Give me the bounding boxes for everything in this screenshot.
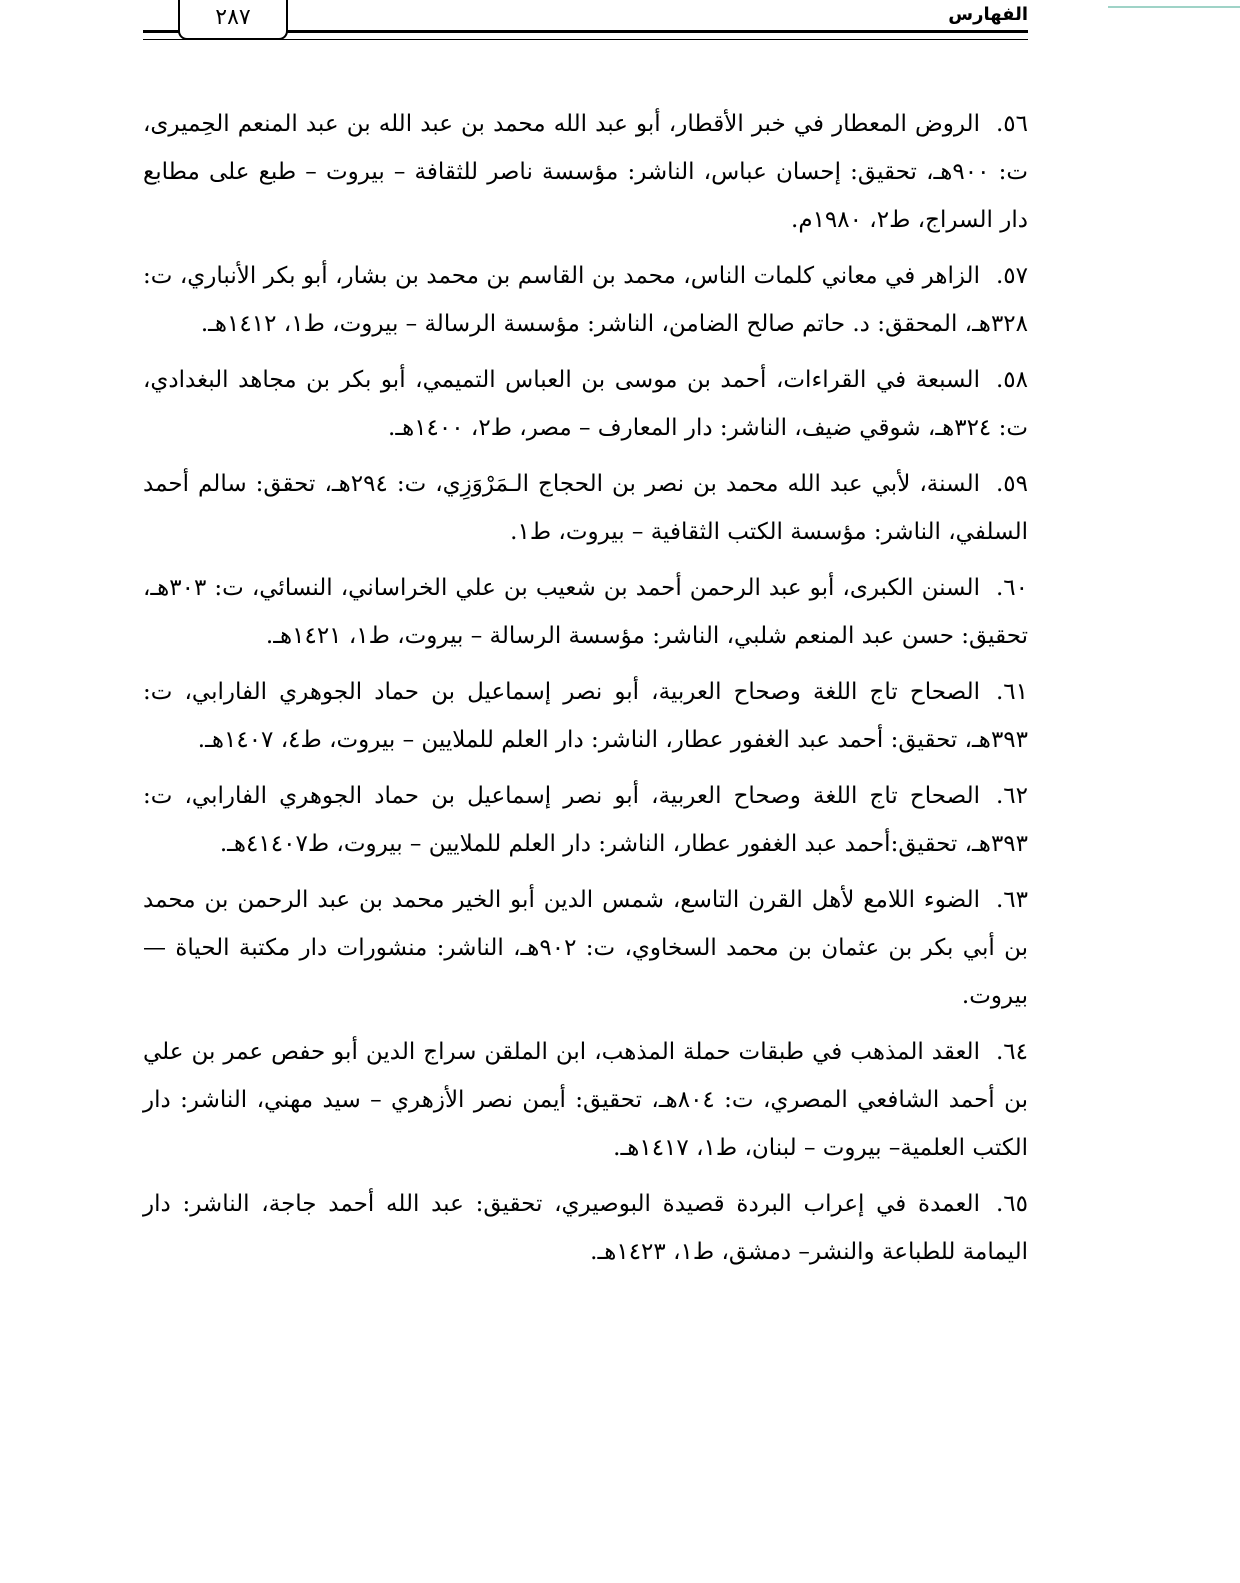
bibliography-entry <box>143 876 1028 1020</box>
entry-text: السنة، لأبي عبد الله محمد بن نصر بن الحجاج الـمَرْوَزِي، ت: ٢٩٤هـ، تحقق: سالم أحمد السلفي، الناشر: مؤسسة الكتب الثقافية – بيروت، ط١. <box>143 471 1028 545</box>
entry-number: ٦٥. <box>995 1191 1028 1217</box>
entry-text: العقد المذهب في طبقات حملة المذهب، ابن الملقن سراج الدين أبو حفص عمر بن علي بن أحمد الشافعي المصري، ت: ٨٠٤هـ، تحقيق: أيمن نصر الأزهري – سيد مهني، الناشر: دار الكتب العلمية– بيروت – لبنان، ط١، ١٤١٧هـ. <box>143 1039 1028 1161</box>
entry-number: ٥٩. <box>995 471 1028 497</box>
entry-text: الروض المعطار في خبر الأقطار، أبو عبد الله محمد بن عبد الله بن عبد المنعم الحِميرى، ت: ٩٠٠هـ، تحقيق: إحسان عباس، الناشر: مؤسسة ناصر للثقافة – بيروت – طبع على مطابع دار السراج، ط٢، ١٩٨٠م. <box>143 111 1028 233</box>
section-title: الفهارس <box>948 4 1028 25</box>
entry-text: الصحاح تاج اللغة وصحاح العربية، أبو نصر إسماعيل بن حماد الجوهري الفارابي، ت: ٣٩٣هـ، تحقيق:أحمد عبد الغفور عطار، الناشر: دار العلم للملايين – بيروت، ط٤١٤٠٧هـ. <box>143 783 1028 857</box>
bibliography-entry <box>143 460 1028 556</box>
bibliography-entry <box>143 772 1028 868</box>
corner-accent-line <box>1108 6 1240 8</box>
entry-text: السنن الكبرى، أبو عبد الرحمن أحمد بن شعيب بن علي الخراساني، النسائي، ت: ٣٠٣هـ، تحقيق: حسن عبد المنعم شلبي، الناشر: مؤسسة الرسالة – بيروت، ط١، ١٤٢١هـ. <box>143 575 1028 649</box>
entry-text: الضوء اللامع لأهل القرن التاسع، شمس الدين أبو الخير محمد بن عبد الرحمن بن محمد بن أبي بكر بن عثمان بن محمد السخاوي، ت: ٩٠٢هـ، الناشر: منشورات دار مكتبة الحياة — بيروت. <box>143 887 1028 1009</box>
entry-number: ٥٨. <box>995 367 1028 393</box>
entry-number: ٦٤. <box>995 1039 1028 1065</box>
page-header <box>143 0 1028 44</box>
entry-number: ٥٦. <box>995 111 1028 137</box>
page-number: ٢٨٧ <box>178 0 288 40</box>
entry-number: ٦١. <box>995 679 1028 705</box>
bibliography-entry <box>143 356 1028 452</box>
bibliography-entry <box>143 100 1028 244</box>
bibliography-entry <box>143 668 1028 764</box>
entry-text: السبعة في القراءات، أحمد بن موسى بن العباس التميمي، أبو بكر بن مجاهد البغدادي، ت: ٣٢٤هـ، شوقي ضيف، الناشر: دار المعارف – مصر، ط٢، ١٤٠٠هـ. <box>143 367 1028 441</box>
entry-number: ٦٢. <box>995 783 1028 809</box>
entry-text: الصحاح تاج اللغة وصحاح العربية، أبو نصر إسماعيل بن حماد الجوهري الفارابي، ت: ٣٩٣هـ، تحقيق: أحمد عبد الغفور عطار، الناشر: دار العلم للملايين – بيروت، ط٤، ١٤٠٧هـ. <box>143 679 1028 753</box>
entry-text: الزاهر في معاني كلمات الناس، محمد بن القاسم بن محمد بن بشار، أبو بكر الأنباري، ت: ٣٢٨هـ، المحقق: د. حاتم صالح الضامن، الناشر: مؤسسة الرسالة – بيروت، ط١، ١٤١٢هـ. <box>143 263 1028 337</box>
entry-number: ٦٠. <box>995 575 1028 601</box>
bibliography-entry <box>143 1028 1028 1172</box>
bibliography-entry <box>143 564 1028 660</box>
entry-number: ٦٣. <box>995 887 1028 913</box>
bibliography-list <box>143 100 1028 1284</box>
entry-number: ٥٧. <box>995 263 1028 289</box>
bibliography-entry <box>143 1180 1028 1276</box>
bibliography-entry <box>143 252 1028 348</box>
entry-text: العمدة في إعراب البردة قصيدة البوصيري، تحقيق: عبد الله أحمد جاجة، الناشر: دار اليمامة للطباعة والنشر– دمشق، ط١، ١٤٢٣هـ. <box>143 1191 1028 1265</box>
